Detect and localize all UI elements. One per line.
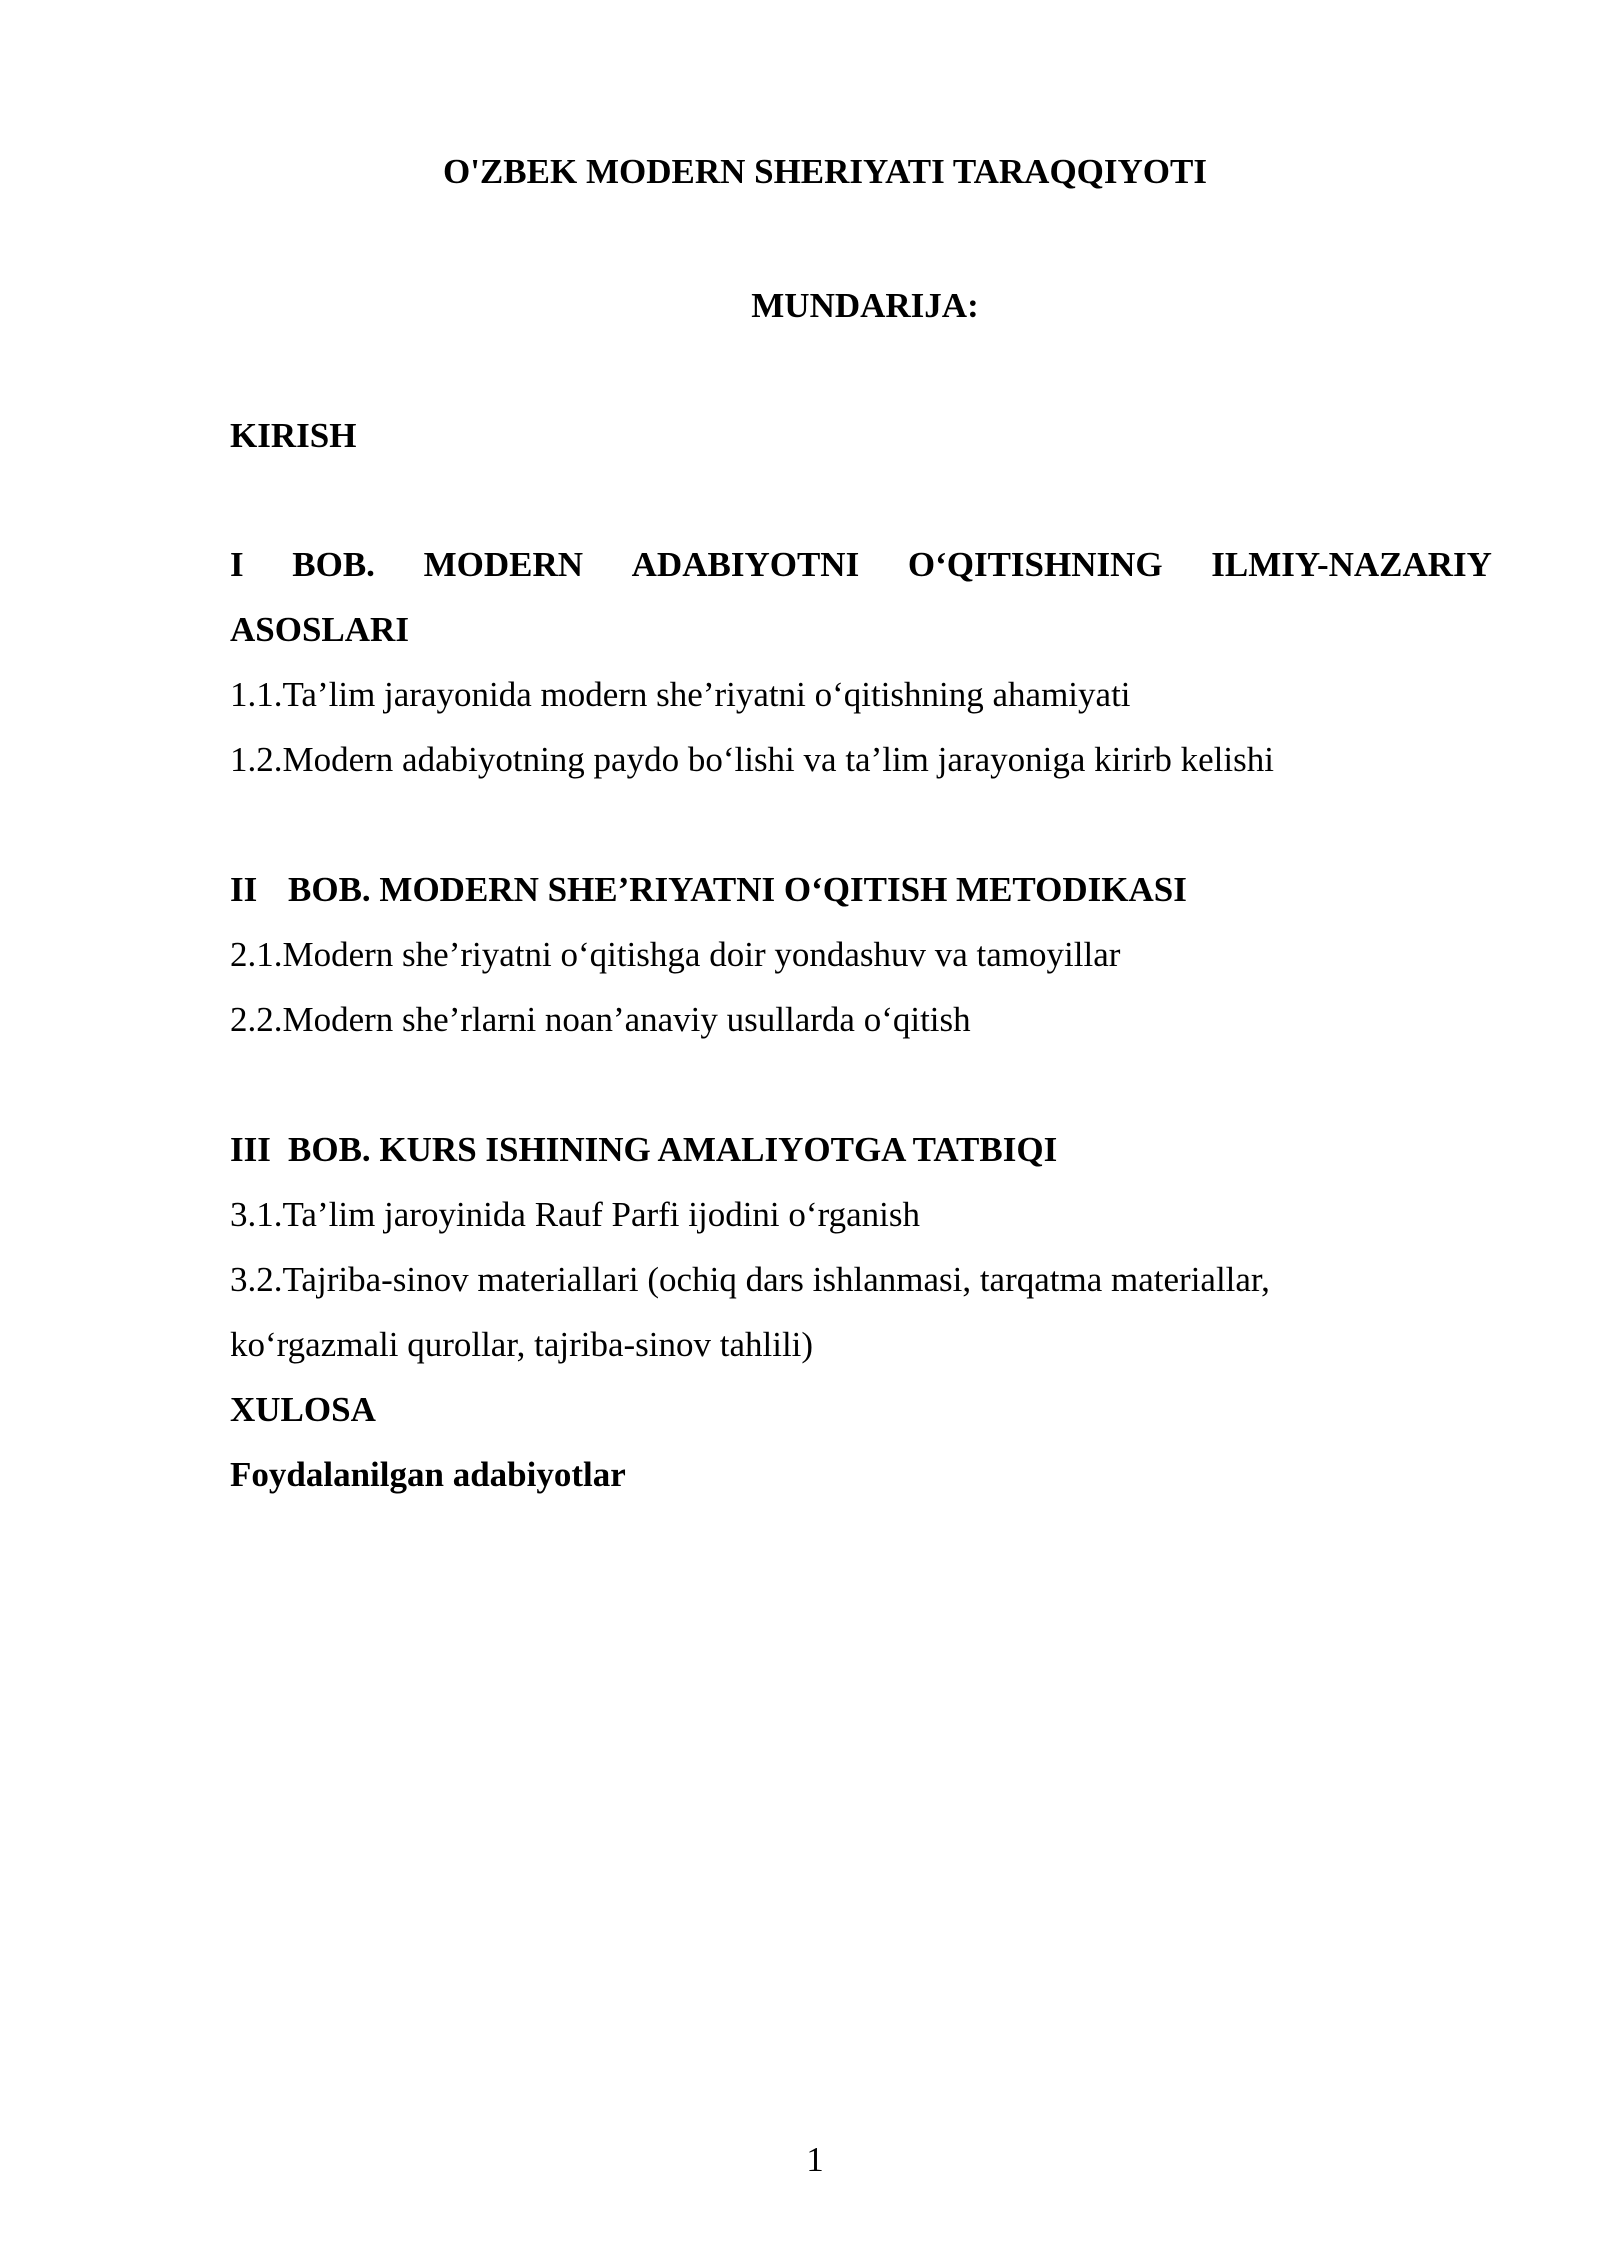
toc-entry-conclusion[interactable]: XULOSA — [230, 1390, 376, 1429]
document-title: O'ZBEK MODERN SHERIYATI TARAQQIYOTI — [442, 152, 1207, 191]
toc-entry-introduction[interactable]: KIRISH — [230, 416, 357, 455]
chapter-1-word: O‘QITISHNING — [907, 545, 1163, 584]
chapter-1-word: MODERN — [423, 545, 584, 584]
section-number: 3.2. — [230, 1260, 283, 1299]
toc-entry-section-3-2-continuation: ko‘rgazmali qurollar, tajriba-sinov tahlili) — [230, 1325, 814, 1364]
chapter-1-word: ADABIYOTNI — [631, 545, 860, 584]
section-number: 2.2. — [230, 1000, 283, 1039]
section-title: Modern adabiyotning paydo bo‘lishi va ta’lim jarayoniga kirirb kelishi — [282, 740, 1274, 779]
chapter-2-title: BOB. MODERN SHE’RIYATNI O‘QITISH METODIKASI — [288, 870, 1187, 909]
toc-heading: MUNDARIJA: — [751, 286, 979, 325]
section-title: Modern she’riyatni o‘qitishga doir yondashuv va tamoyillar — [282, 935, 1121, 974]
section-title: Ta’lim jarayonida modern she’riyatni o‘qitishning ahamiyati — [282, 675, 1131, 714]
chapter-1-word: BOB. — [292, 545, 375, 584]
section-number: 1.1. — [230, 675, 283, 714]
section-number: 3.1. — [230, 1195, 283, 1234]
chapter-2-numeral: II — [230, 870, 258, 909]
toc-entry-section-3-2[interactable] — [230, 1258, 1492, 1302]
toc-entry-section-1-1[interactable] — [230, 673, 1492, 717]
toc-entry-chapter-1[interactable] — [230, 543, 1492, 587]
page-number: 1 — [806, 2140, 824, 2179]
toc-entry-chapter-1-continuation: ASOSLARI — [230, 610, 409, 649]
section-number: 1.2. — [230, 740, 283, 779]
toc-entry-references[interactable]: Foydalanilgan adabiyotlar — [230, 1455, 626, 1494]
chapter-1-word: ILMIY-NAZARIY — [1211, 545, 1492, 584]
section-title: Tajriba-sinov materiallari (ochiq dars ishlanmasi, tarqatma materiallar, — [282, 1260, 1270, 1299]
toc-entry-chapter-2[interactable] — [230, 868, 1492, 912]
section-number: 2.1. — [230, 935, 283, 974]
toc-entry-section-1-2[interactable] — [230, 738, 1492, 782]
toc-entry-chapter-3[interactable] — [230, 1128, 1492, 1172]
toc-entry-section-2-1[interactable] — [230, 933, 1492, 977]
section-title: Ta’lim jaroyinida Rauf Parfi ijodini o‘rganish — [282, 1195, 920, 1234]
chapter-3-numeral: III — [230, 1130, 271, 1169]
chapter-3-title: BOB. KURS ISHINING AMALIYOTGA TATBIQI — [288, 1130, 1058, 1169]
toc-entry-section-2-2[interactable] — [230, 998, 1492, 1042]
chapter-1-numeral: I — [230, 545, 244, 584]
toc-entry-section-3-1[interactable] — [230, 1193, 1492, 1237]
section-title: Modern she’rlarni noan’anaviy usullarda o‘qitish — [282, 1000, 971, 1039]
